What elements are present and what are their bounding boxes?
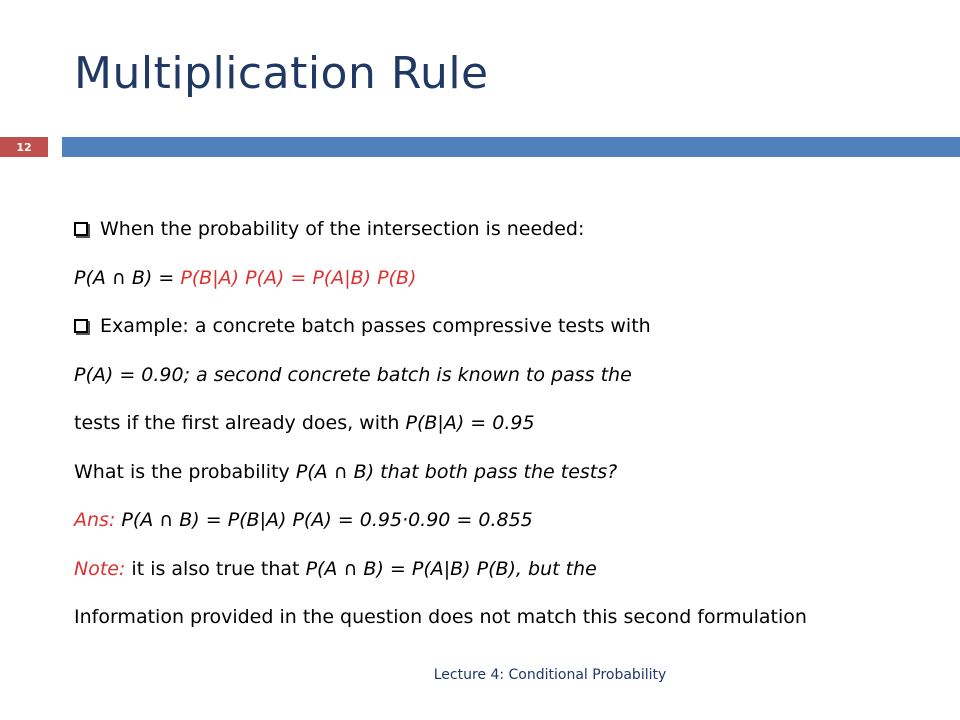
answer-line	[74, 496, 934, 545]
line-text: tests if the first already does, with	[74, 412, 406, 434]
header-bar	[62, 137, 960, 157]
formula-line	[74, 254, 934, 303]
note-formula: P(A ∩ B) = P(A|B) P(B), but the	[305, 557, 597, 580]
line-text: Information provided in the question does not match this second formulation	[74, 606, 807, 628]
line-math: P(B|A) = 0.95	[405, 412, 535, 434]
info-line	[74, 593, 934, 642]
formula-lhs: P(A ∩ B) =	[74, 266, 181, 289]
bullet-line-1	[74, 205, 934, 254]
checkbox-bullet-icon	[74, 222, 88, 236]
answer-label: Ans:	[74, 509, 122, 531]
question-line	[74, 448, 934, 497]
slide-title: Multiplication Rule	[74, 48, 489, 99]
note-line	[74, 545, 934, 594]
slide-footer	[0, 667, 960, 683]
note-label: Note:	[74, 557, 132, 580]
line-text: P(A) = 0.90; a second concrete batch is known to pass the	[74, 363, 632, 386]
example-line-3	[74, 399, 934, 448]
checkbox-bullet-icon	[74, 319, 88, 333]
bullet-line-2	[74, 302, 934, 351]
line-text: Example: a concrete batch passes compressive tests with	[100, 315, 651, 337]
footer-text: Lecture 4: Conditional Probability	[433, 667, 667, 683]
slide-body	[74, 205, 934, 642]
example-line-2	[74, 351, 934, 400]
note-text: it is also true that	[131, 557, 306, 580]
line-text: What is the probability	[74, 460, 296, 483]
line-text: When the probability of the intersection is needed:	[100, 218, 585, 240]
answer-formula: P(A ∩ B) = P(B|A) P(A) = 0.95·0.90 = 0.855	[121, 509, 533, 531]
line-math: P(A ∩ B) that both pass the tests?	[295, 460, 618, 483]
formula-rhs: P(B|A) P(A) = P(A|B) P(B)	[180, 266, 417, 289]
slide-number: 12	[0, 137, 48, 157]
